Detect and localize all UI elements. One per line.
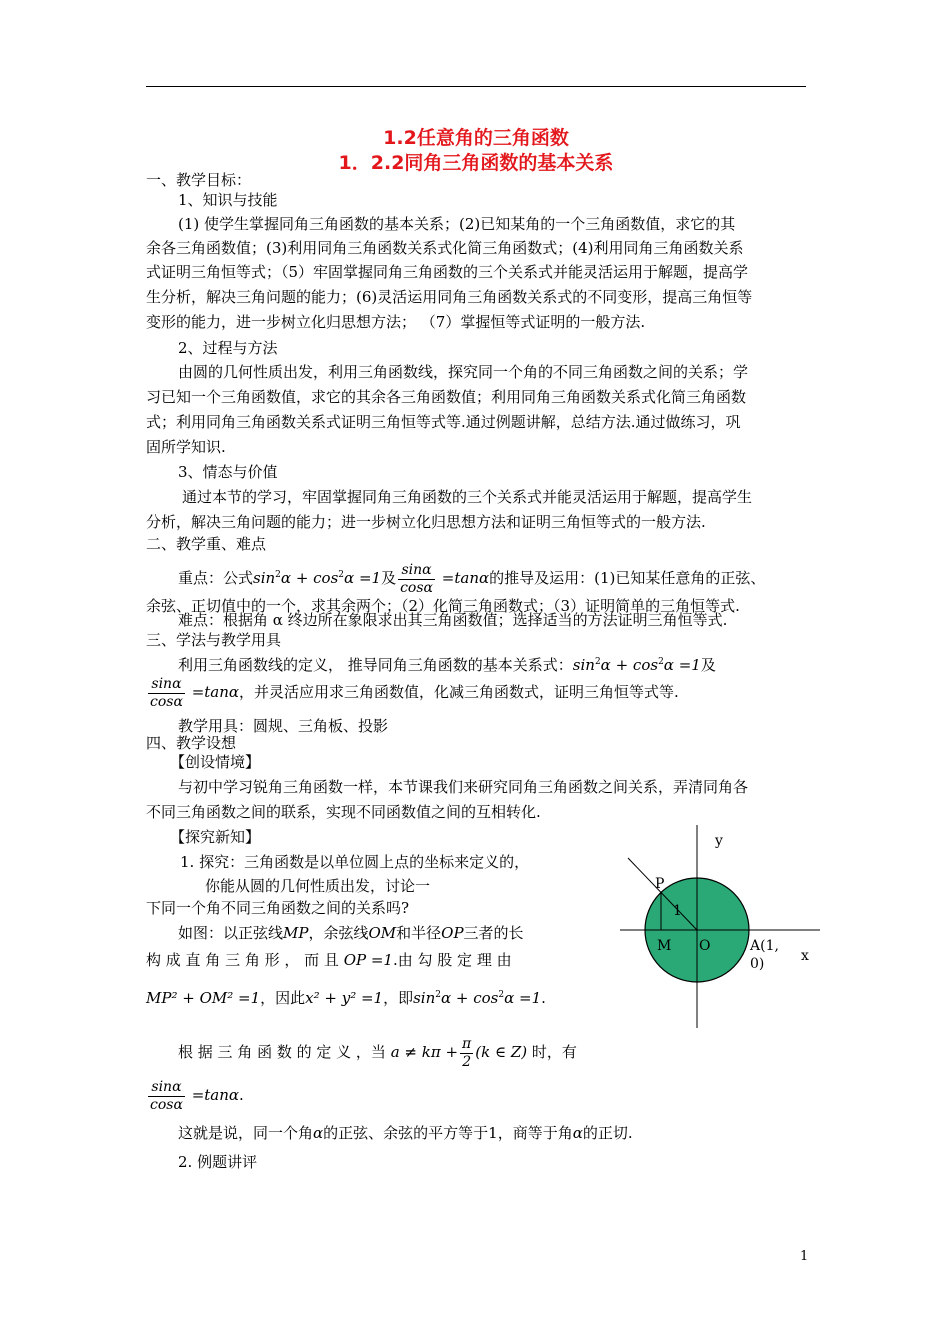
key-point-line: 重点：公式$\sin^2\alpha + \cos^2\alpha =1$及 $\frac{\sin\alpha}{\cos\alpha}$ =tanα的推导及运用：(1)已知某任意角的正弦、 — [178, 561, 766, 596]
header-rule — [146, 86, 806, 87]
point-a-label: A(1, — [750, 938, 779, 954]
paragraph-line: 如图：以正弦线MP，余弦线OM和半径OP三者的长 — [178, 924, 524, 942]
subsection-process: 2、过程与方法 — [178, 339, 278, 357]
paragraph-line: 构 成 直 角 三 角 形 ， 而 且 OP =1.由 勾 股 定 理 由 — [146, 951, 512, 969]
formula-pythagorean: $\sin^2\alpha + \cos^2\alpha =1$ — [413, 989, 542, 1007]
y-axis-label: y — [715, 833, 723, 849]
paragraph-line: 生分析，解决三角问题的能力；(6)灵活运用同角三角函数关系式的不同变形，提高三角恒等 — [146, 288, 753, 306]
point-p-label: P — [655, 876, 665, 892]
tools-line: 教学用具：圆规、三角板、投影 — [178, 717, 389, 735]
paragraph-line: (1) 使学生掌握同角三角函数的基本关系；(2)已知某角的一个三角函数值，求它的其 — [178, 215, 736, 233]
key-text: 的推导及运用：(1)已知某任意角的正弦、 — [489, 569, 766, 587]
example-heading: 2. 例题讲评 — [178, 1153, 258, 1171]
paragraph-line: 这就是说，同一个角α的正弦、余弦的平方等于1，商等于角α的正切. — [178, 1124, 633, 1142]
difficulty-line: 难点：根据角 α 终边所在象限求出其三角函数值；选择适当的方法证明三角恒等式. — [178, 611, 728, 629]
formula-pythagorean: $\sin^2\alpha + \cos^2\alpha =1$ — [572, 656, 701, 674]
paragraph-line: 通过本节的学习，牢固掌握同角三角函数的三个关系式并能灵活运用于解题，提高学生 — [182, 488, 753, 506]
point-a-label-2: 0) — [750, 956, 765, 972]
section-heading-1: 一、教学目标： — [146, 171, 252, 189]
paragraph-line: 根 据 三 角 函 数 的 定 义 ，当 a ≠ kπ + $\frac{\pi}{2}$ (k ∈ Z) 时，有 — [178, 1035, 577, 1070]
paragraph-line: 你能从圆的几何性质出发，讨论一 — [205, 877, 431, 895]
unit-circle-figure — [600, 820, 830, 1035]
paragraph-line: 式证明三角恒等式；（5）牢固掌握同角三角函数的三个关系式并能灵活运用于解题，提高学 — [146, 263, 749, 281]
paragraph-line: 分析，解决三角问题的能力；进一步树立化归思想方法和证明三角恒等式的一般方法. — [146, 513, 706, 531]
subsection-knowledge: 1、知识与技能 — [178, 191, 278, 209]
paragraph-line: 固所学知识. — [146, 438, 226, 456]
section-heading-3: 三、学法与教学用具 — [146, 631, 282, 649]
paragraph-line: MP² + OM² =1，因此x² + y² =1，即$\sin^2\alpha + \cos^2\alpha =1$. — [146, 989, 546, 1007]
page-number: 1 — [800, 1249, 809, 1264]
explore-heading: 【探究新知】 — [170, 828, 261, 846]
paragraph-line: 余各三角函数值；(3)利用同角三角函数关系式化简三角函数式；(4)利用同角三角函数关系 — [146, 239, 744, 257]
formula-quotient: $\frac{\sin\alpha}{\cos\alpha}$ — [400, 561, 434, 596]
paragraph-line: 下同一个角不同三角函数之间的关系吗? — [146, 899, 410, 917]
paragraph-line: 与初中学习锐角三角函数一样，本节课我们来研究同角三角函数之间关系，弄清同角各 — [178, 778, 749, 796]
scene-heading: 【创设情境】 — [170, 753, 261, 771]
formula-pythagorean: $\sin^2\alpha + \cos^2\alpha =1$ — [253, 569, 382, 587]
paragraph-line: 习已知一个三角函数值，求它的其余各三角函数值；利用同角三角函数关系式化简三角函数 — [146, 388, 747, 406]
paragraph-line: 余弦、正切值中的一个，求其余两个；（2）化简三角函数式；（3）证明简单的三角恒等式. — [146, 597, 740, 615]
document-title: 1.2任意角的三角函数 — [383, 127, 569, 149]
paragraph-line: 变形的能力，进一步树立化归思想方法； （7）掌握恒等式证明的一般方法. — [146, 313, 646, 331]
document-subtitle: 1．2.2同角三角函数的基本关系 — [338, 152, 614, 174]
method-line: 利用三角函数线的定义， 推导同角三角函数的基本关系式：$\sin^2\alpha + \cos^2\alpha =1$及 — [178, 656, 716, 674]
subsection-values: 3、情态与价值 — [178, 463, 278, 481]
paragraph-line: 式；利用同角三角函数关系式证明三角恒等式等.通过例题讲解，总结方法.通过做练习，巩 — [146, 413, 741, 431]
and-text: 及 — [381, 569, 397, 587]
key-label: 重点：公式 — [178, 569, 254, 587]
paragraph-line: 1. 探究：三角函数是以单位圆上点的坐标来定义的， — [180, 853, 530, 871]
method-line-2: $\frac{\sin\alpha}{\cos\alpha}$ =tanα，并灵活应用求三角函数值，化减三角函数式，证明三角恒等式等. — [150, 675, 679, 710]
formula-quotient: $\frac{\sin\alpha}{\cos\alpha}$ — [150, 1078, 183, 1113]
origin-label: O — [699, 938, 711, 954]
x-axis-label: x — [801, 948, 809, 964]
section-heading-4: 四、教学设想 — [146, 734, 237, 752]
paragraph-line: 由圆的几何性质出发，利用三角函数线，探究同一个角的不同三角函数之间的关系；学 — [178, 363, 749, 381]
point-m-label: M — [657, 938, 672, 954]
radius-label: 1 — [673, 903, 682, 919]
paragraph-line: $\frac{\sin\alpha}{\cos\alpha}$ =tanα. — [150, 1078, 244, 1113]
section-heading-2: 二、教学重、难点 — [146, 535, 267, 553]
formula-quotient: $\frac{\sin\alpha}{\cos\alpha}$ — [150, 675, 183, 710]
paragraph-line: 不同三角函数之间的联系，实现不同函数值之间的互相转化. — [146, 803, 541, 821]
